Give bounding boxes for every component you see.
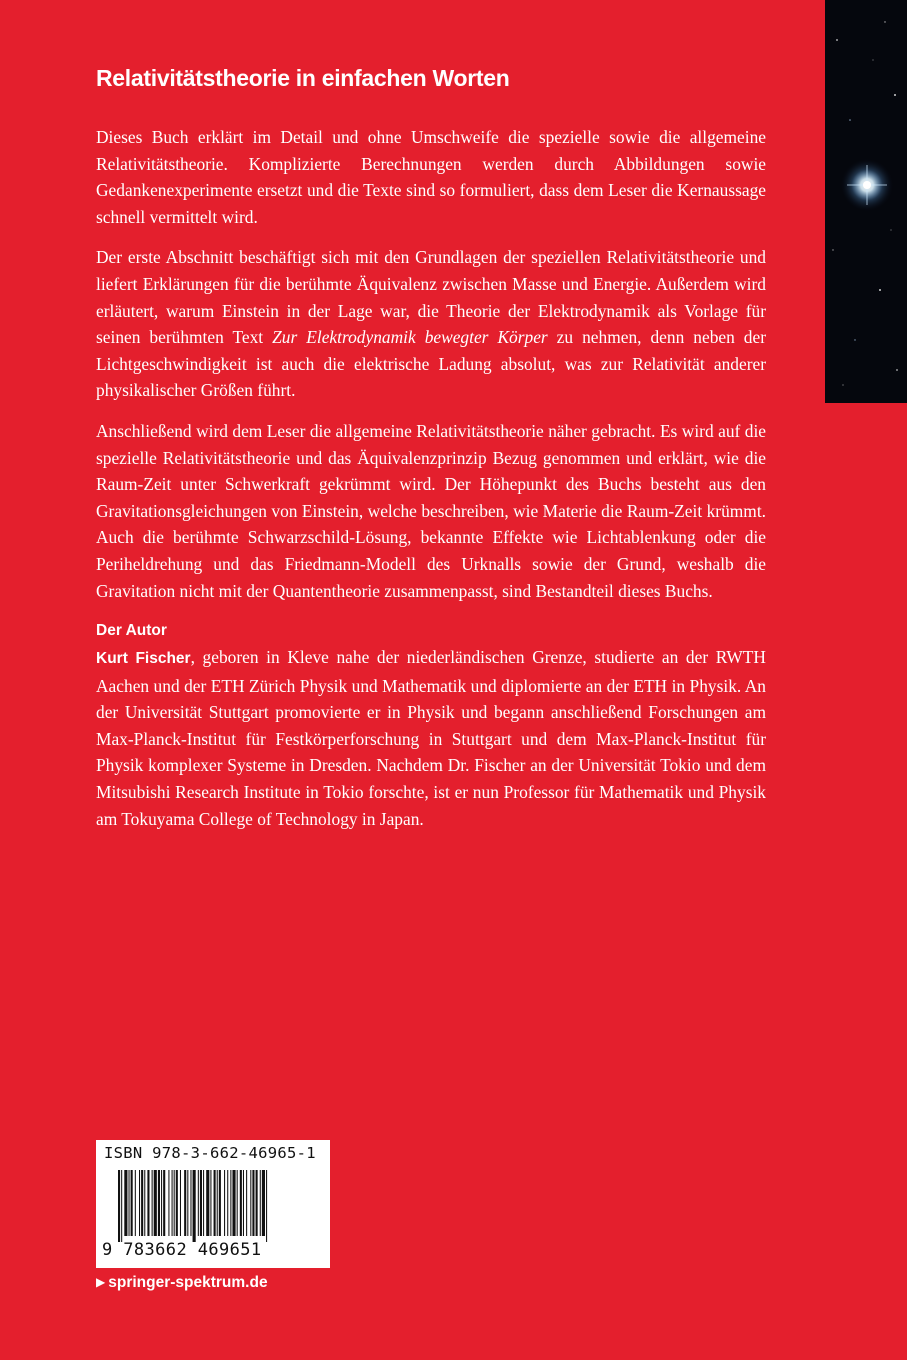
barcode-bar [168,1170,169,1236]
author-name: Kurt Fischer [96,650,191,668]
star-photo-panel [825,0,907,403]
barcode-bar [203,1170,204,1236]
isbn-label: ISBN 978-3-662-46965-1 [104,1144,316,1162]
author-heading: Der Autor [96,622,167,640]
barcode-bar [232,1170,235,1236]
triangle-right-icon: ▶ [96,1275,106,1289]
barcode-bar [200,1170,202,1236]
barcode-bar [227,1170,228,1236]
barcode-bar [224,1170,225,1236]
barcode-bar [118,1170,120,1242]
barcode-bar [176,1170,178,1236]
barcode-bar [243,1170,244,1236]
isbn-barcode [96,1140,330,1268]
barcode-bar [190,1170,191,1236]
barcode-bar [260,1170,261,1236]
barcode-bar [240,1170,242,1236]
ean-digits: 9 783662 469651 [102,1240,262,1260]
paragraph-2-text-a: Der erste Abschnitt beschäftigt sich mit den Grundlagen der speziellen Relativitätstheorie und liefert Erklärungen für die berühmte Äquivalenz zwischen Masse und Energie. Außerdem wird erläutert, warum Einstein in der Lage war, die Theorie der Elektrodynamik als Vorlage für seinen berühmten Text [96,247,766,348]
barcode-bar [152,1170,153,1236]
barcode-bar [131,1170,133,1236]
paragraph-2-text-b: zu nehmen, denn neben der Lichtgeschwindigkeit ist auch die elektrische Ladung absolut, was zur Relativität anderer physikalischer Größen führt. [96,327,766,401]
barcode-bar [237,1170,238,1236]
barcode-bar [250,1170,251,1236]
barcode-bar [187,1170,188,1236]
website-url: springer-spektrum.de [108,1274,268,1291]
barcode-bar [198,1170,199,1236]
barcode-bar [163,1170,165,1236]
barcode-bar [147,1170,149,1236]
barcode-bar [184,1170,186,1236]
barcode-bar [172,1170,173,1236]
barcode-bar [154,1170,157,1236]
barcode-bar [230,1170,231,1236]
description-paragraph-3: Anschließend wird dem Leser die allgemeine Relativitätstheorie näher gebracht. Es wird auf die spezielle Relativitätstheorie und das Äquivalenzprinzip Bezug genommen und erklärt, wie die Raum-Zeit unter Schwerkraft gekrümmt wird. Der Höhepunkt des Buchs besteht aus den Gravitationsgleichungen von Einstein, welche beschreiben, wie Materie die Raum-Zeit krümmt. Auch die berühmte Schwarzschild-Lösung, bekannte Effekte wie Lichtablenkung oder die Periheldrehung und das Friedmann-Modell des Urknalls sowie der Grund, weshalb die Gravitation nicht mit der Quantentheorie zusammenpasst, sind Bestandteil dieses Buchs. [96,420,766,601]
publisher-website-link[interactable] [96,1274,268,1292]
description-paragraph-2 [96,244,766,404]
barcode-bar [144,1170,145,1236]
book-title: Relativitätstheorie in einfachen Worten [96,65,510,91]
barcode-bar [141,1170,143,1236]
barcode-bar [161,1170,162,1236]
author-bio-text: , geboren in Kleve nahe der niederländischen Grenze, studierte an der RWTH Aachen und der ETH Zürich Physik und Mathematik und diplomierte an der ETH in Physik. An der Universität Stuttgart promovierte er in Physik und begann anschließend Forschungen am Max-Planck-Institut für Festkörperforschung in Stuttgart und dem Max-Planck-Institut für Physik komplexer Systeme in Dresden. Nachdem Dr. Fischer an der Universität Tokio und dem Mitsubishi Research Institute in Tokio forschte, ist er nun Professor für Mathematik und Physik am Tokuyama College of Technology in Japan. [96,647,766,829]
cited-work-title: Zur Elektrodynamik bewegter Körper [272,327,548,348]
barcode-bar [206,1170,209,1236]
back-cover-text [96,62,766,846]
barcode-bar [180,1170,181,1236]
barcode-bar [252,1170,254,1236]
barcode-bar [266,1170,267,1242]
barcode-bar [262,1170,265,1236]
barcode-bar [135,1170,136,1236]
star-field-image [825,0,907,403]
barcode-bar [139,1170,140,1236]
author-bio [96,644,766,832]
barcode-bar [158,1170,160,1236]
barcode-bar [217,1170,218,1236]
barcode-bar [210,1170,211,1236]
barcode-bar [219,1170,221,1236]
barcode-bar [214,1170,216,1236]
barcode-bar [193,1170,196,1242]
description-paragraph-1: Dieses Buch erklärt im Detail und ohne Umschweife die spezielle sowie die allgemeine Relativitätstheorie. Komplizierte Berechnungen werden durch Abbildungen sowie Gedankenexperimente ersetzt und die Texte sind so formuliert, dass dem Leser die Kernaussage schnell vermittelt wird. [96,127,766,227]
barcode-bar [256,1170,258,1236]
barcode-bar [174,1170,175,1236]
barcode-bar [246,1170,247,1236]
barcode-bar [124,1170,127,1236]
barcode-bar [129,1170,130,1236]
barcode-bars [96,1170,330,1242]
barcode-bar [121,1170,122,1242]
